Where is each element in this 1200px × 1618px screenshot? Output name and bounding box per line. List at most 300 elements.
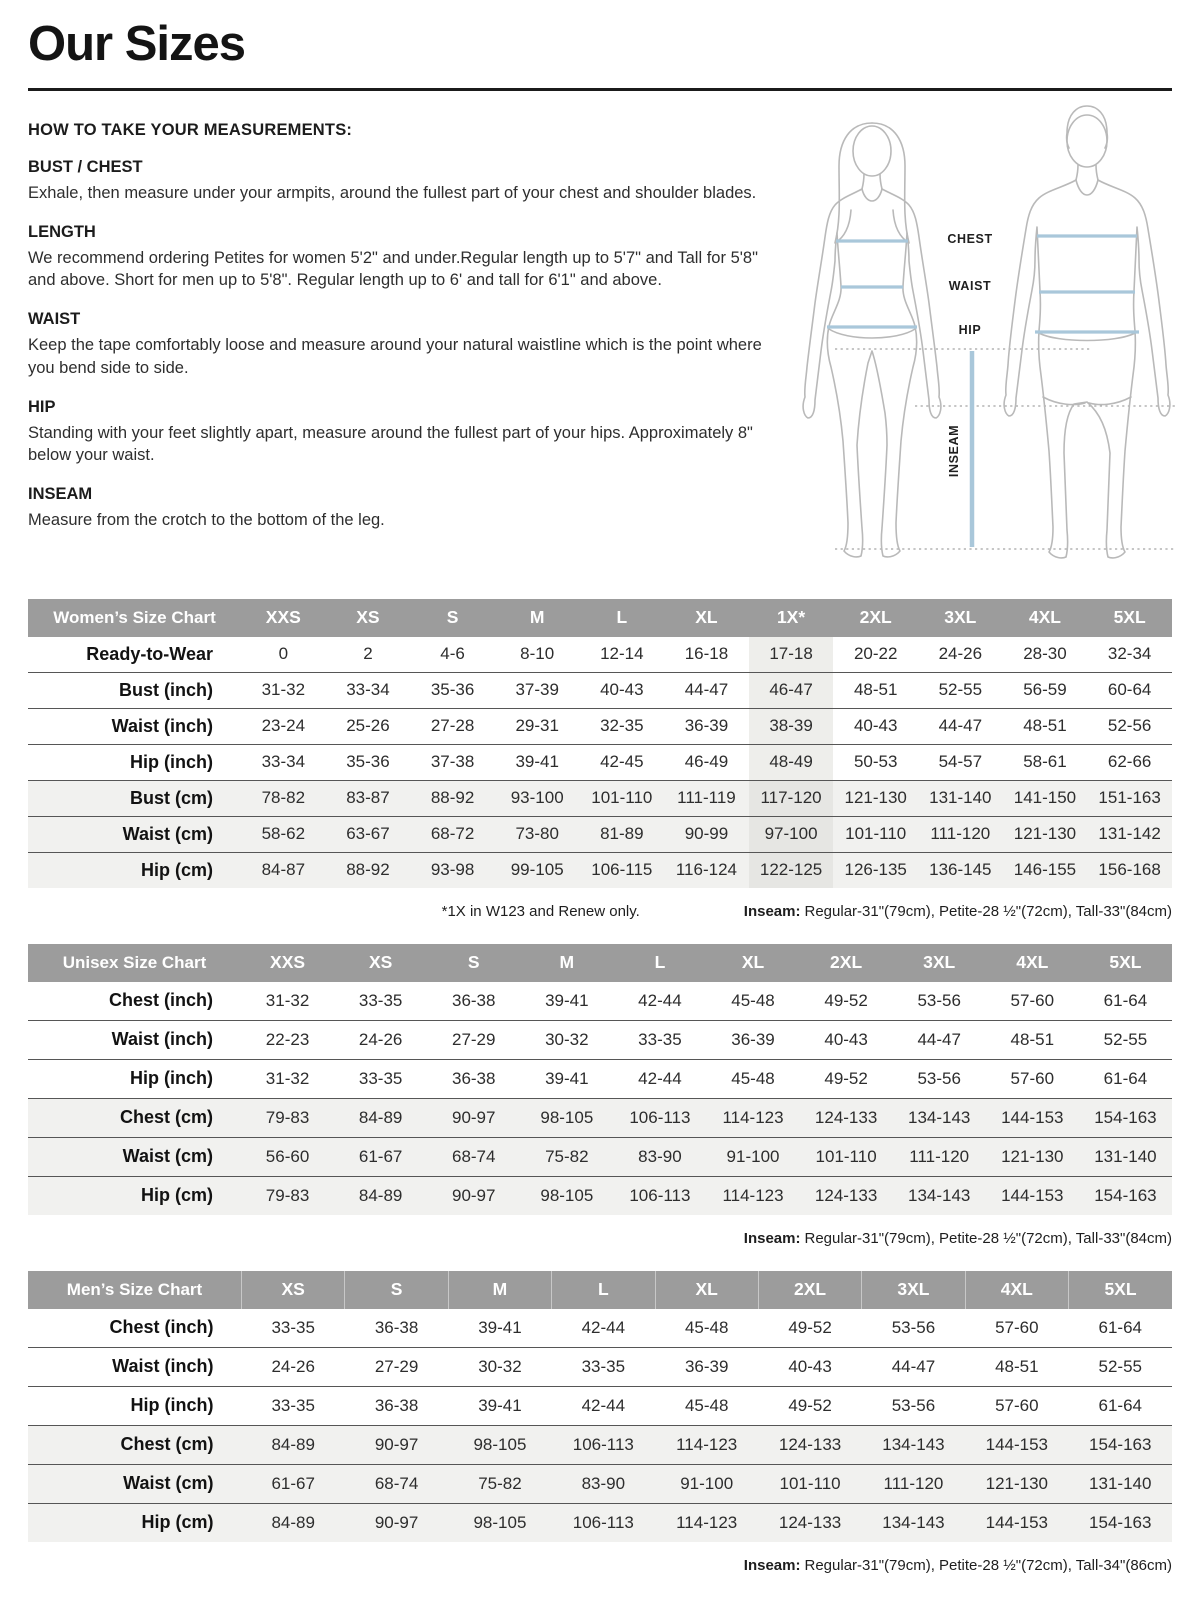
row-label: Chest (cm) bbox=[28, 1098, 241, 1137]
size-value-cell: 124-133 bbox=[800, 1098, 893, 1137]
page-title: Our Sizes bbox=[28, 17, 246, 71]
size-value-cell: 39-41 bbox=[545, 990, 589, 1010]
section-body: Measure from the crotch to the bottom of the leg. bbox=[28, 511, 385, 530]
size-value-cell: 116-124 bbox=[664, 852, 749, 888]
size-value-cell: 91-100 bbox=[655, 1464, 758, 1503]
size-value-cell: 84-89 bbox=[242, 1425, 345, 1464]
size-value-cell: 30-32 bbox=[448, 1347, 551, 1386]
size-value-cell: 24-26 bbox=[242, 1347, 345, 1386]
size-value-cell: 27-29 bbox=[345, 1347, 448, 1386]
size-value-cell: 8-10 bbox=[520, 644, 555, 664]
size-value-cell: 30-32 bbox=[520, 1020, 613, 1059]
instruction-section-waist bbox=[28, 310, 763, 380]
size-value-cell: 144-153 bbox=[986, 1098, 1079, 1137]
inseam-footnote bbox=[744, 903, 1172, 920]
female-figure bbox=[803, 123, 941, 557]
male-shorts-hem bbox=[1043, 397, 1131, 405]
row-label: Hip (inch) bbox=[28, 1386, 242, 1425]
size-column-header: 3XL bbox=[918, 599, 1003, 637]
size-value-cell: 48-49 bbox=[749, 744, 834, 780]
size-column-header: S bbox=[345, 1271, 448, 1309]
row-label: Waist (inch) bbox=[28, 1020, 241, 1059]
measurement-row bbox=[28, 1098, 1172, 1137]
size-column-header: L bbox=[580, 599, 665, 637]
size-value-cell: 60-64 bbox=[1087, 672, 1172, 708]
row-label: Hip (inch) bbox=[28, 1059, 241, 1098]
section-body: Keep the tape comfortably loose and measure around your natural waistline which is the point where you bend side to side. bbox=[28, 336, 762, 377]
size-value-cell: 48-51 bbox=[833, 672, 918, 708]
size-value-cell: 36-38 bbox=[374, 1317, 419, 1337]
size-value-cell: 61-64 bbox=[1103, 990, 1148, 1010]
size-column-header: 5XL bbox=[1069, 1271, 1173, 1309]
size-value-cell: 36-39 bbox=[664, 708, 749, 744]
size-column-header: M bbox=[495, 599, 580, 637]
size-value-cell: 42-44 bbox=[638, 990, 682, 1010]
size-value-cell: 79-83 bbox=[241, 1176, 334, 1215]
size-value-cell: 45-48 bbox=[655, 1386, 758, 1425]
row-label: Ready-to-Wear bbox=[86, 643, 213, 664]
waist-label: WAIST bbox=[948, 278, 992, 293]
section-body: Exhale, then measure under your armpits, around the fullest part of your chest and shoulder blades. bbox=[28, 183, 757, 202]
measurement-row bbox=[28, 982, 1172, 1021]
size-value-cell: 27-28 bbox=[410, 708, 495, 744]
size-value-cell: 40-43 bbox=[833, 708, 918, 744]
size-value-cell: 121-130 bbox=[986, 1137, 1079, 1176]
row-label: Chest (inch) bbox=[109, 1317, 214, 1338]
measurement-row bbox=[28, 744, 1172, 780]
size-value-cell: 121-130 bbox=[833, 780, 918, 816]
size-value-cell: 31-32 bbox=[241, 1059, 334, 1098]
size-value-cell: 101-110 bbox=[800, 1137, 893, 1176]
size-value-cell: 114-123 bbox=[655, 1425, 758, 1464]
size-value-cell: 36-39 bbox=[706, 1020, 799, 1059]
size-value-cell: 68-74 bbox=[345, 1464, 448, 1503]
table-title: Unisex Size Chart bbox=[28, 944, 241, 982]
size-value-cell: 52-55 bbox=[1079, 1020, 1172, 1059]
size-value-cell: 98-105 bbox=[448, 1503, 551, 1542]
size-value-cell: 98-105 bbox=[520, 1176, 613, 1215]
size-value-cell: 20-22 bbox=[853, 644, 898, 664]
size-value-cell: 36-39 bbox=[655, 1347, 758, 1386]
table-header-row bbox=[28, 1271, 1172, 1309]
size-value-cell: 28-30 bbox=[1023, 644, 1067, 664]
measurement-row bbox=[28, 780, 1172, 816]
female-bottom-waistband bbox=[829, 329, 915, 338]
size-value-cell: 29-31 bbox=[495, 708, 580, 744]
size-value-cell: 52-55 bbox=[1069, 1347, 1173, 1386]
size-value-cell: 134-143 bbox=[862, 1503, 965, 1542]
instruction-section-bust-chest bbox=[28, 158, 763, 205]
size-value-cell: 134-143 bbox=[862, 1425, 965, 1464]
size-value-cell: 58-62 bbox=[241, 816, 326, 852]
hip-label: HIP bbox=[958, 322, 982, 337]
size-value-cell: 63-67 bbox=[326, 816, 411, 852]
mens-table-footnote bbox=[28, 1557, 1172, 1574]
size-value-cell: 24-26 bbox=[938, 644, 983, 664]
size-value-cell: 106-113 bbox=[613, 1176, 706, 1215]
one-x-footnote: *1X in W123 and Renew only. bbox=[441, 902, 640, 920]
female-tank-neckline bbox=[862, 189, 882, 201]
section-title: HIP bbox=[28, 397, 56, 416]
row-label: Bust (cm) bbox=[28, 780, 241, 816]
female-hair-right bbox=[872, 123, 909, 243]
size-column-header: XXS bbox=[241, 944, 334, 982]
size-value-cell: 56-59 bbox=[1003, 672, 1088, 708]
size-value-cell: 38-39 bbox=[749, 708, 834, 744]
measurement-row bbox=[28, 672, 1172, 708]
size-value-cell: 37-38 bbox=[410, 744, 495, 780]
size-value-cell: 49-52 bbox=[788, 1317, 832, 1337]
size-value-cell: 57-60 bbox=[1010, 990, 1055, 1010]
inseam-footnote-text: Regular-31"(79cm), Petite-28 ½"(72cm), Tall-33"(84cm) bbox=[804, 1229, 1172, 1247]
size-value-cell: 91-100 bbox=[706, 1137, 799, 1176]
row-label: Hip (cm) bbox=[28, 1503, 242, 1542]
size-value-cell: 131-140 bbox=[918, 780, 1003, 816]
instruction-section-inseam bbox=[28, 485, 763, 532]
measurement-row bbox=[28, 1347, 1172, 1386]
size-value-cell: 124-133 bbox=[758, 1425, 861, 1464]
size-column-header: 2XL bbox=[800, 944, 893, 982]
womens-size-chart-table bbox=[28, 599, 1172, 888]
row-label: Waist (inch) bbox=[28, 708, 241, 744]
size-value-cell: 0 bbox=[278, 644, 289, 664]
measurement-row bbox=[28, 852, 1172, 888]
size-value-cell: 45-48 bbox=[684, 1317, 729, 1337]
size-value-cell: 97-100 bbox=[749, 816, 834, 852]
size-column-header: 2XL bbox=[833, 599, 918, 637]
size-value-cell: 46-49 bbox=[664, 744, 749, 780]
size-value-cell: 53-56 bbox=[893, 1059, 986, 1098]
size-value-cell: 53-56 bbox=[891, 1317, 936, 1337]
size-value-cell: 39-41 bbox=[495, 744, 580, 780]
size-value-cell: 49-52 bbox=[824, 990, 868, 1010]
size-value-cell: 27-29 bbox=[427, 1020, 520, 1059]
section-body: We recommend ordering Petites for women 5'2" and under.Regular length up to 5'7" and Tall for 5'8" and above. Short for men up to 5'8". Regular length up to 6' and tall for 6'1" and above. bbox=[28, 248, 758, 290]
intro-section bbox=[28, 91, 1172, 583]
size-value-cell: 31-32 bbox=[241, 672, 326, 708]
measurement-row bbox=[28, 1176, 1172, 1215]
size-value-cell: 136-145 bbox=[918, 852, 1003, 888]
size-column-header: 5XL bbox=[1087, 599, 1172, 637]
size-value-cell: 45-48 bbox=[731, 990, 775, 1010]
size-value-cell: 58-61 bbox=[1003, 744, 1088, 780]
size-column-header: M bbox=[448, 1271, 551, 1309]
measurement-row bbox=[28, 1386, 1172, 1425]
size-column-header: XL bbox=[655, 1271, 758, 1309]
row-label: Waist (inch) bbox=[28, 1347, 242, 1386]
size-value-cell: 106-113 bbox=[552, 1503, 655, 1542]
size-value-cell: 33-35 bbox=[271, 1317, 315, 1337]
size-value-cell: 124-133 bbox=[758, 1503, 861, 1542]
size-value-cell: 90-97 bbox=[345, 1503, 448, 1542]
size-value-cell: 33-35 bbox=[242, 1386, 345, 1425]
inseam-footnote-label: Inseam: bbox=[743, 1556, 801, 1574]
size-value-cell: 33-35 bbox=[358, 990, 403, 1010]
inseam-label: INSEAM bbox=[947, 424, 961, 477]
size-value-cell: 39-41 bbox=[478, 1317, 522, 1337]
size-column-header: XS bbox=[242, 1271, 345, 1309]
size-value-cell: 111-120 bbox=[862, 1464, 965, 1503]
measurement-figures-illustration bbox=[780, 99, 1200, 579]
size-value-cell: 48-51 bbox=[965, 1347, 1068, 1386]
size-value-cell: 48-51 bbox=[1003, 708, 1088, 744]
size-value-cell: 124-133 bbox=[800, 1176, 893, 1215]
size-value-cell: 42-44 bbox=[581, 1317, 626, 1337]
size-value-cell: 90-99 bbox=[664, 816, 749, 852]
inseam-footnote-label: Inseam: bbox=[743, 1229, 801, 1247]
size-column-header: XS bbox=[326, 599, 411, 637]
size-value-cell: 84-87 bbox=[241, 852, 326, 888]
size-value-cell: 53-56 bbox=[862, 1386, 965, 1425]
size-value-cell: 49-52 bbox=[758, 1386, 861, 1425]
size-value-cell: 48-51 bbox=[986, 1020, 1079, 1059]
row-label: Hip (inch) bbox=[28, 744, 241, 780]
size-column-header: 5XL bbox=[1079, 944, 1172, 982]
size-value-cell: 90-97 bbox=[427, 1098, 520, 1137]
size-value-cell: 23-24 bbox=[241, 708, 326, 744]
size-value-cell: 16-18 bbox=[684, 644, 729, 664]
size-column-header: L bbox=[552, 1271, 655, 1309]
size-value-cell: 73-80 bbox=[495, 816, 580, 852]
size-value-cell: 106-113 bbox=[613, 1098, 706, 1137]
size-guide-page bbox=[0, 18, 1200, 1574]
row-label: Hip (cm) bbox=[28, 1176, 241, 1215]
row-label: Bust (inch) bbox=[28, 672, 241, 708]
size-value-cell: 40-43 bbox=[800, 1020, 893, 1059]
size-value-cell: 88-92 bbox=[410, 780, 495, 816]
inseam-footnote bbox=[744, 1557, 1172, 1574]
size-column-header: 3XL bbox=[893, 944, 986, 982]
size-column-header: S bbox=[410, 599, 495, 637]
male-shorts-waistband bbox=[1039, 333, 1135, 341]
table-header-row bbox=[28, 944, 1172, 982]
size-value-cell: 36-38 bbox=[427, 1059, 520, 1098]
measurement-row bbox=[28, 1059, 1172, 1098]
size-value-cell: 40-43 bbox=[758, 1347, 861, 1386]
size-value-cell: 49-52 bbox=[800, 1059, 893, 1098]
size-column-header: XS bbox=[334, 944, 427, 982]
size-value-cell: 98-105 bbox=[520, 1098, 613, 1137]
measurement-row bbox=[28, 1137, 1172, 1176]
size-column-header: 3XL bbox=[862, 1271, 965, 1309]
size-value-cell: 154-163 bbox=[1069, 1503, 1173, 1542]
size-value-cell: 83-87 bbox=[326, 780, 411, 816]
size-value-cell: 84-89 bbox=[334, 1098, 427, 1137]
row-label: Hip (cm) bbox=[28, 852, 241, 888]
size-value-cell: 83-90 bbox=[613, 1137, 706, 1176]
size-value-cell: 68-72 bbox=[410, 816, 495, 852]
size-value-cell: 12-14 bbox=[600, 644, 644, 664]
size-value-cell: 154-163 bbox=[1079, 1176, 1172, 1215]
size-column-header: L bbox=[613, 944, 706, 982]
mens-size-chart-table bbox=[28, 1271, 1172, 1542]
size-value-cell: 61-67 bbox=[242, 1464, 345, 1503]
size-value-cell: 17-18 bbox=[749, 637, 834, 673]
size-column-header: 1X* bbox=[749, 599, 834, 637]
size-value-cell: 2 bbox=[363, 644, 373, 664]
table-title: Men’s Size Chart bbox=[28, 1271, 242, 1309]
row-label: Waist (cm) bbox=[28, 1137, 241, 1176]
size-value-cell: 131-140 bbox=[1069, 1464, 1173, 1503]
female-hair-left bbox=[835, 123, 872, 243]
size-value-cell: 62-66 bbox=[1087, 744, 1172, 780]
size-value-cell: 93-100 bbox=[495, 780, 580, 816]
section-title: BUST / CHEST bbox=[28, 157, 143, 176]
size-value-cell: 39-41 bbox=[448, 1386, 551, 1425]
table-title: Women’s Size Chart bbox=[28, 599, 241, 637]
size-column-header: 4XL bbox=[965, 1271, 1068, 1309]
size-value-cell: 131-142 bbox=[1087, 816, 1172, 852]
section-body: Standing with your feet slightly apart, measure around the fullest part of your hips. Approximately 8" below your waist. bbox=[28, 423, 753, 465]
chest-label: CHEST bbox=[947, 231, 993, 246]
size-value-cell: 61-67 bbox=[334, 1137, 427, 1176]
size-value-cell: 144-153 bbox=[986, 1176, 1079, 1215]
size-value-cell: 32-34 bbox=[1107, 644, 1152, 664]
size-value-cell: 61-64 bbox=[1069, 1386, 1173, 1425]
size-value-cell: 31-32 bbox=[265, 990, 310, 1010]
female-body-outline bbox=[803, 189, 941, 557]
size-value-cell: 121-130 bbox=[965, 1464, 1068, 1503]
size-column-header: 2XL bbox=[758, 1271, 861, 1309]
size-value-cell: 111-120 bbox=[893, 1137, 986, 1176]
size-value-cell: 117-120 bbox=[749, 780, 834, 816]
instructions-heading: HOW TO TAKE YOUR MEASUREMENTS: bbox=[28, 120, 353, 139]
size-column-header: XL bbox=[664, 599, 749, 637]
inseam-footnote-label: Inseam: bbox=[743, 902, 801, 920]
body-measurement-diagram bbox=[780, 99, 1200, 579]
size-value-cell: 61-64 bbox=[1098, 1317, 1142, 1337]
measurement-row bbox=[28, 816, 1172, 852]
size-value-cell: 154-163 bbox=[1079, 1098, 1172, 1137]
instruction-section-length bbox=[28, 223, 763, 293]
size-value-cell: 90-97 bbox=[345, 1425, 448, 1464]
size-value-cell: 114-123 bbox=[706, 1098, 799, 1137]
size-value-cell: 101-110 bbox=[758, 1464, 861, 1503]
size-value-cell: 79-83 bbox=[241, 1098, 334, 1137]
measurement-row bbox=[28, 1309, 1172, 1348]
male-head bbox=[1067, 115, 1107, 167]
instruction-section-hip bbox=[28, 398, 763, 468]
size-value-cell: 68-74 bbox=[427, 1137, 520, 1176]
size-value-cell: 134-143 bbox=[893, 1176, 986, 1215]
row-label: Waist (cm) bbox=[28, 816, 241, 852]
size-value-cell: 52-56 bbox=[1087, 708, 1172, 744]
size-value-cell: 39-41 bbox=[520, 1059, 613, 1098]
row-label: Chest (inch) bbox=[108, 990, 213, 1011]
size-value-cell: 111-119 bbox=[664, 780, 749, 816]
female-head bbox=[853, 126, 891, 176]
size-value-cell: 24-26 bbox=[334, 1020, 427, 1059]
size-value-cell: 44-47 bbox=[664, 672, 749, 708]
size-value-cell: 54-57 bbox=[918, 744, 1003, 780]
size-value-cell: 99-105 bbox=[495, 852, 580, 888]
measurement-row bbox=[28, 708, 1172, 744]
size-value-cell: 144-153 bbox=[965, 1425, 1068, 1464]
size-value-cell: 57-60 bbox=[995, 1317, 1039, 1337]
size-charts bbox=[28, 599, 1172, 1574]
size-value-cell: 122-125 bbox=[749, 852, 834, 888]
size-column-header: 4XL bbox=[986, 944, 1079, 982]
measurement-row bbox=[28, 1425, 1172, 1464]
male-figure bbox=[1004, 106, 1170, 558]
size-value-cell: 154-163 bbox=[1069, 1425, 1173, 1464]
size-value-cell: 134-143 bbox=[893, 1098, 986, 1137]
size-value-cell: 35-36 bbox=[410, 672, 495, 708]
size-value-cell: 35-36 bbox=[326, 744, 411, 780]
measurement-row bbox=[28, 1020, 1172, 1059]
size-value-cell: 111-120 bbox=[918, 816, 1003, 852]
size-value-cell: 121-130 bbox=[1003, 816, 1088, 852]
size-value-cell: 57-60 bbox=[965, 1386, 1068, 1425]
section-title: INSEAM bbox=[28, 485, 93, 504]
size-value-cell: 84-89 bbox=[242, 1503, 345, 1542]
size-column-header: 4XL bbox=[1003, 599, 1088, 637]
size-value-cell: 101-110 bbox=[833, 816, 918, 852]
size-value-cell: 88-92 bbox=[326, 852, 411, 888]
size-value-cell: 25-26 bbox=[326, 708, 411, 744]
inseam-footnote bbox=[744, 1230, 1172, 1247]
measurement-row bbox=[28, 1503, 1172, 1542]
size-value-cell: 83-90 bbox=[552, 1464, 655, 1503]
unisex-size-chart-table bbox=[28, 944, 1172, 1215]
size-value-cell: 106-115 bbox=[580, 852, 665, 888]
size-value-cell: 42-45 bbox=[580, 744, 665, 780]
size-column-header: S bbox=[427, 944, 520, 982]
size-value-cell: 32-35 bbox=[580, 708, 665, 744]
section-title: LENGTH bbox=[28, 222, 96, 241]
size-value-cell: 50-53 bbox=[833, 744, 918, 780]
measurement-row bbox=[28, 637, 1172, 673]
measurement-instructions bbox=[28, 91, 763, 532]
size-value-cell: 36-38 bbox=[451, 990, 496, 1010]
size-value-cell: 53-56 bbox=[917, 990, 961, 1010]
size-value-cell: 57-60 bbox=[986, 1059, 1079, 1098]
size-value-cell: 46-47 bbox=[749, 672, 834, 708]
size-value-cell: 40-43 bbox=[580, 672, 665, 708]
size-column-header: M bbox=[520, 944, 613, 982]
size-value-cell: 33-34 bbox=[326, 672, 411, 708]
size-value-cell: 144-153 bbox=[965, 1503, 1068, 1542]
size-value-cell: 44-47 bbox=[862, 1347, 965, 1386]
size-value-cell: 146-155 bbox=[1003, 852, 1088, 888]
size-value-cell: 98-105 bbox=[448, 1425, 551, 1464]
table-header-row bbox=[28, 599, 1172, 637]
inseam-footnote-text: Regular-31"(79cm), Petite-28 ½"(72cm), Tall-33"(84cm) bbox=[804, 902, 1172, 920]
size-value-cell: 126-135 bbox=[833, 852, 918, 888]
size-value-cell: 90-97 bbox=[427, 1176, 520, 1215]
size-value-cell: 156-168 bbox=[1087, 852, 1172, 888]
section-title: WAIST bbox=[28, 310, 81, 329]
size-value-cell: 114-123 bbox=[706, 1176, 799, 1215]
row-label: Chest (cm) bbox=[28, 1425, 242, 1464]
size-value-cell: 36-38 bbox=[345, 1386, 448, 1425]
size-value-cell: 42-44 bbox=[552, 1386, 655, 1425]
size-value-cell: 52-55 bbox=[918, 672, 1003, 708]
size-value-cell: 33-35 bbox=[334, 1059, 427, 1098]
size-value-cell: 4-6 bbox=[440, 644, 465, 664]
size-value-cell: 84-89 bbox=[334, 1176, 427, 1215]
inseam-footnote-text: Regular-31"(79cm), Petite-28 ½"(72cm), Tall-34"(86cm) bbox=[804, 1556, 1172, 1574]
size-value-cell: 101-110 bbox=[580, 780, 665, 816]
size-value-cell: 131-140 bbox=[1079, 1137, 1172, 1176]
size-column-header: XL bbox=[706, 944, 799, 982]
womens-table-footnote bbox=[28, 903, 1172, 920]
size-column-header: XXS bbox=[241, 599, 326, 637]
size-value-cell: 33-35 bbox=[552, 1347, 655, 1386]
size-value-cell: 33-34 bbox=[241, 744, 326, 780]
size-value-cell: 93-98 bbox=[410, 852, 495, 888]
size-value-cell: 42-44 bbox=[613, 1059, 706, 1098]
